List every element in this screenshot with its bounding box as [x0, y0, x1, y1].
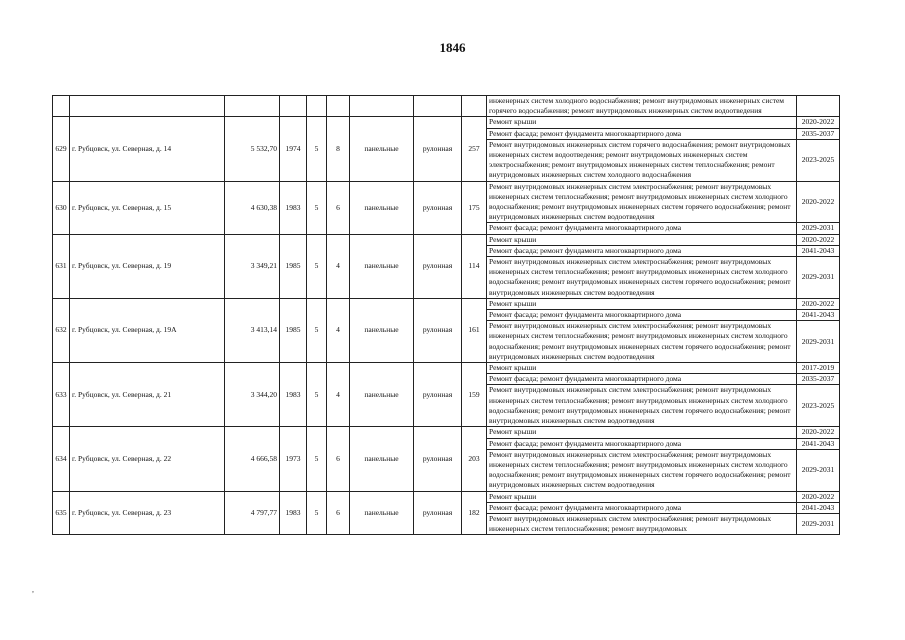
wall-material: панельные [350, 181, 414, 234]
residents: 203 [462, 427, 487, 491]
entrances: 8 [327, 117, 350, 181]
housing-register-table [52, 95, 840, 535]
wall-material: панельные [350, 117, 414, 181]
address: г. Рубцовск, ул. Северная, д. 22 [70, 427, 225, 491]
entrances: 6 [327, 181, 350, 234]
address: г. Рубцовск, ул. Северная, д. 23 [70, 491, 225, 535]
row-number: 635 [53, 491, 70, 535]
work-description: Ремонт фасада; ремонт фундамента многоквартирного дома [487, 502, 797, 513]
wall-material: панельные [350, 491, 414, 535]
work-period: 2035-2037 [797, 128, 840, 139]
work-period: 2041-2043 [797, 310, 840, 321]
roof-type: рулонная [414, 117, 462, 181]
table-row [53, 117, 840, 128]
residents: 114 [462, 234, 487, 298]
work-period: 2029-2031 [797, 321, 840, 363]
row-number: 630 [53, 181, 70, 234]
floors: 5 [307, 298, 327, 362]
address: г. Рубцовск, ул. Северная, д. 19 [70, 234, 225, 298]
entrances: 4 [327, 298, 350, 362]
table-row [53, 298, 840, 309]
table-row [53, 491, 840, 502]
work-description: Ремонт крыши [487, 234, 797, 245]
wall-material: панельные [350, 234, 414, 298]
entrances: 4 [327, 363, 350, 427]
wall-material: панельные [350, 298, 414, 362]
build-year: 1973 [280, 427, 307, 491]
work-period: 2020-2022 [797, 117, 840, 128]
floors: 5 [307, 427, 327, 491]
work-period: 2041-2043 [797, 438, 840, 449]
build-year: 1985 [280, 234, 307, 298]
build-year: 1983 [280, 363, 307, 427]
area: 3 413,14 [225, 298, 280, 362]
roof-type: рулонная [414, 234, 462, 298]
work-period: 2023-2025 [797, 385, 840, 427]
address: г. Рубцовск, ул. Северная, д. 14 [70, 117, 225, 181]
work-period: 2041-2043 [797, 502, 840, 513]
floors: 5 [307, 491, 327, 535]
work-period: 2041-2043 [797, 245, 840, 256]
roof-type: рулонная [414, 298, 462, 362]
row-number: 633 [53, 363, 70, 427]
work-period: 2023-2025 [797, 139, 840, 181]
work-period: 2029-2031 [797, 223, 840, 234]
work-description: Ремонт крыши [487, 298, 797, 309]
work-period: 2020-2022 [797, 298, 840, 309]
row-number: 631 [53, 234, 70, 298]
roof-type: рулонная [414, 181, 462, 234]
address: г. Рубцовск, ул. Северная, д. 19А [70, 298, 225, 362]
area: 4 630,38 [225, 181, 280, 234]
work-description: Ремонт внутридомовых инженерных систем электроснабжения; ремонт внутридомовых инженерных систем теплоснабжения; ремонт внутридомовых инженерных систем холодного водоснабжения; ремонт внутридомовых инженерных систем горячего водоснабжения; ремонт внутридомовых инженерных систем водоотведения [487, 181, 797, 223]
area: 4 666,58 [225, 427, 280, 491]
roof-type: рулонная [414, 427, 462, 491]
entrances: 6 [327, 427, 350, 491]
page-number: 1846 [439, 40, 466, 55]
work-description: инженерных систем холодного водоснабжения; ремонт внутридомовых инженерных систем горячего водоснабжения; ремонт внутридомовых инженерных систем водоотведения [487, 96, 797, 117]
work-description: Ремонт внутридомовых инженерных систем электроснабжения; ремонт внутридомовых инженерных систем теплоснабжения; ремонт внутридомовых инженерных систем холодного водоснабжения; ремонт внутридомовых инженерных систем горячего водоснабжения; ремонт внутридомовых инженерных систем водоотведения [487, 385, 797, 427]
residents: 161 [462, 298, 487, 362]
work-description: Ремонт фасада; ремонт фундамента многоквартирного дома [487, 223, 797, 234]
scan-mark: , [32, 585, 34, 594]
floors: 5 [307, 117, 327, 181]
work-description: Ремонт внутридомовых инженерных систем горячего водоснабжения; ремонт внутридомовых инженерных систем водоотведения; ремонт внутридомовых инженерных систем электроснабжения; ремонт внутридомовых инженерных систем теплоснабжения; ремонт внутридомовых инженерных систем холодного водоснабжения [487, 139, 797, 181]
work-period: 2017-2019 [797, 363, 840, 374]
work-description: Ремонт фасада; ремонт фундамента многоквартирного дома [487, 374, 797, 385]
table-row [53, 363, 840, 374]
area: 3 349,21 [225, 234, 280, 298]
work-description: Ремонт крыши [487, 363, 797, 374]
floors: 5 [307, 181, 327, 234]
work-description: Ремонт фасада; ремонт фундамента многоквартирного дома [487, 438, 797, 449]
floors: 5 [307, 363, 327, 427]
work-description: Ремонт внутридомовых инженерных систем электроснабжения; ремонт внутридомовых инженерных систем теплоснабжения; ремонт внутридомовых инженерных систем холодного водоснабжения; ремонт внутридомовых инженерных систем горячего водоснабжения; ремонт внутридомовых инженерных систем водоотведения [487, 449, 797, 491]
address: г. Рубцовск, ул. Северная, д. 21 [70, 363, 225, 427]
build-year: 1983 [280, 181, 307, 234]
work-period: 2020-2022 [797, 427, 840, 438]
work-description: Ремонт фасада; ремонт фундамента многоквартирного дома [487, 310, 797, 321]
build-year: 1974 [280, 117, 307, 181]
work-period: 2035-2037 [797, 374, 840, 385]
table-row [53, 234, 840, 245]
residents: 257 [462, 117, 487, 181]
work-description: Ремонт крыши [487, 427, 797, 438]
work-description: Ремонт фасада; ремонт фундамента многоквартирного дома [487, 128, 797, 139]
build-year: 1985 [280, 298, 307, 362]
work-description: Ремонт внутридомовых инженерных систем электроснабжения; ремонт внутридомовых инженерных систем теплоснабжения; ремонт внутридомовых инженерных систем холодного водоснабжения; ремонт внутридомовых инженерных систем горячего водоснабжения; ремонт внутридомовых инженерных систем водоотведения [487, 321, 797, 363]
row-number: 629 [53, 117, 70, 181]
work-period: 2029-2031 [797, 449, 840, 491]
roof-type: рулонная [414, 491, 462, 535]
continuation-row [53, 96, 840, 117]
work-description: Ремонт крыши [487, 491, 797, 502]
work-period: 2029-2031 [797, 513, 840, 534]
work-period: 2020-2022 [797, 491, 840, 502]
work-description: Ремонт внутридомовых инженерных систем электроснабжения; ремонт внутридомовых инженерных систем теплоснабжения; ремонт внутридомовых [487, 513, 797, 534]
table-row [53, 427, 840, 438]
build-year: 1983 [280, 491, 307, 535]
work-description: Ремонт фасада; ремонт фундамента многоквартирного дома [487, 245, 797, 256]
area: 5 532,70 [225, 117, 280, 181]
wall-material: панельные [350, 363, 414, 427]
row-number: 634 [53, 427, 70, 491]
area: 4 797,77 [225, 491, 280, 535]
residents: 159 [462, 363, 487, 427]
address: г. Рубцовск, ул. Северная, д. 15 [70, 181, 225, 234]
residents: 175 [462, 181, 487, 234]
work-period: 2029-2031 [797, 257, 840, 299]
work-period: 2020-2022 [797, 234, 840, 245]
entrances: 4 [327, 234, 350, 298]
area: 3 344,20 [225, 363, 280, 427]
work-description: Ремонт внутридомовых инженерных систем электроснабжения; ремонт внутридомовых инженерных систем теплоснабжения; ремонт внутридомовых инженерных систем холодного водоснабжения; ремонт внутридомовых инженерных систем горячего водоснабжения; ремонт внутридомовых инженерных систем водоотведения [487, 257, 797, 299]
roof-type: рулонная [414, 363, 462, 427]
work-period: 2020-2022 [797, 181, 840, 223]
row-number: 632 [53, 298, 70, 362]
wall-material: панельные [350, 427, 414, 491]
work-description: Ремонт крыши [487, 117, 797, 128]
table-row [53, 181, 840, 223]
floors: 5 [307, 234, 327, 298]
entrances: 6 [327, 491, 350, 535]
residents: 182 [462, 491, 487, 535]
